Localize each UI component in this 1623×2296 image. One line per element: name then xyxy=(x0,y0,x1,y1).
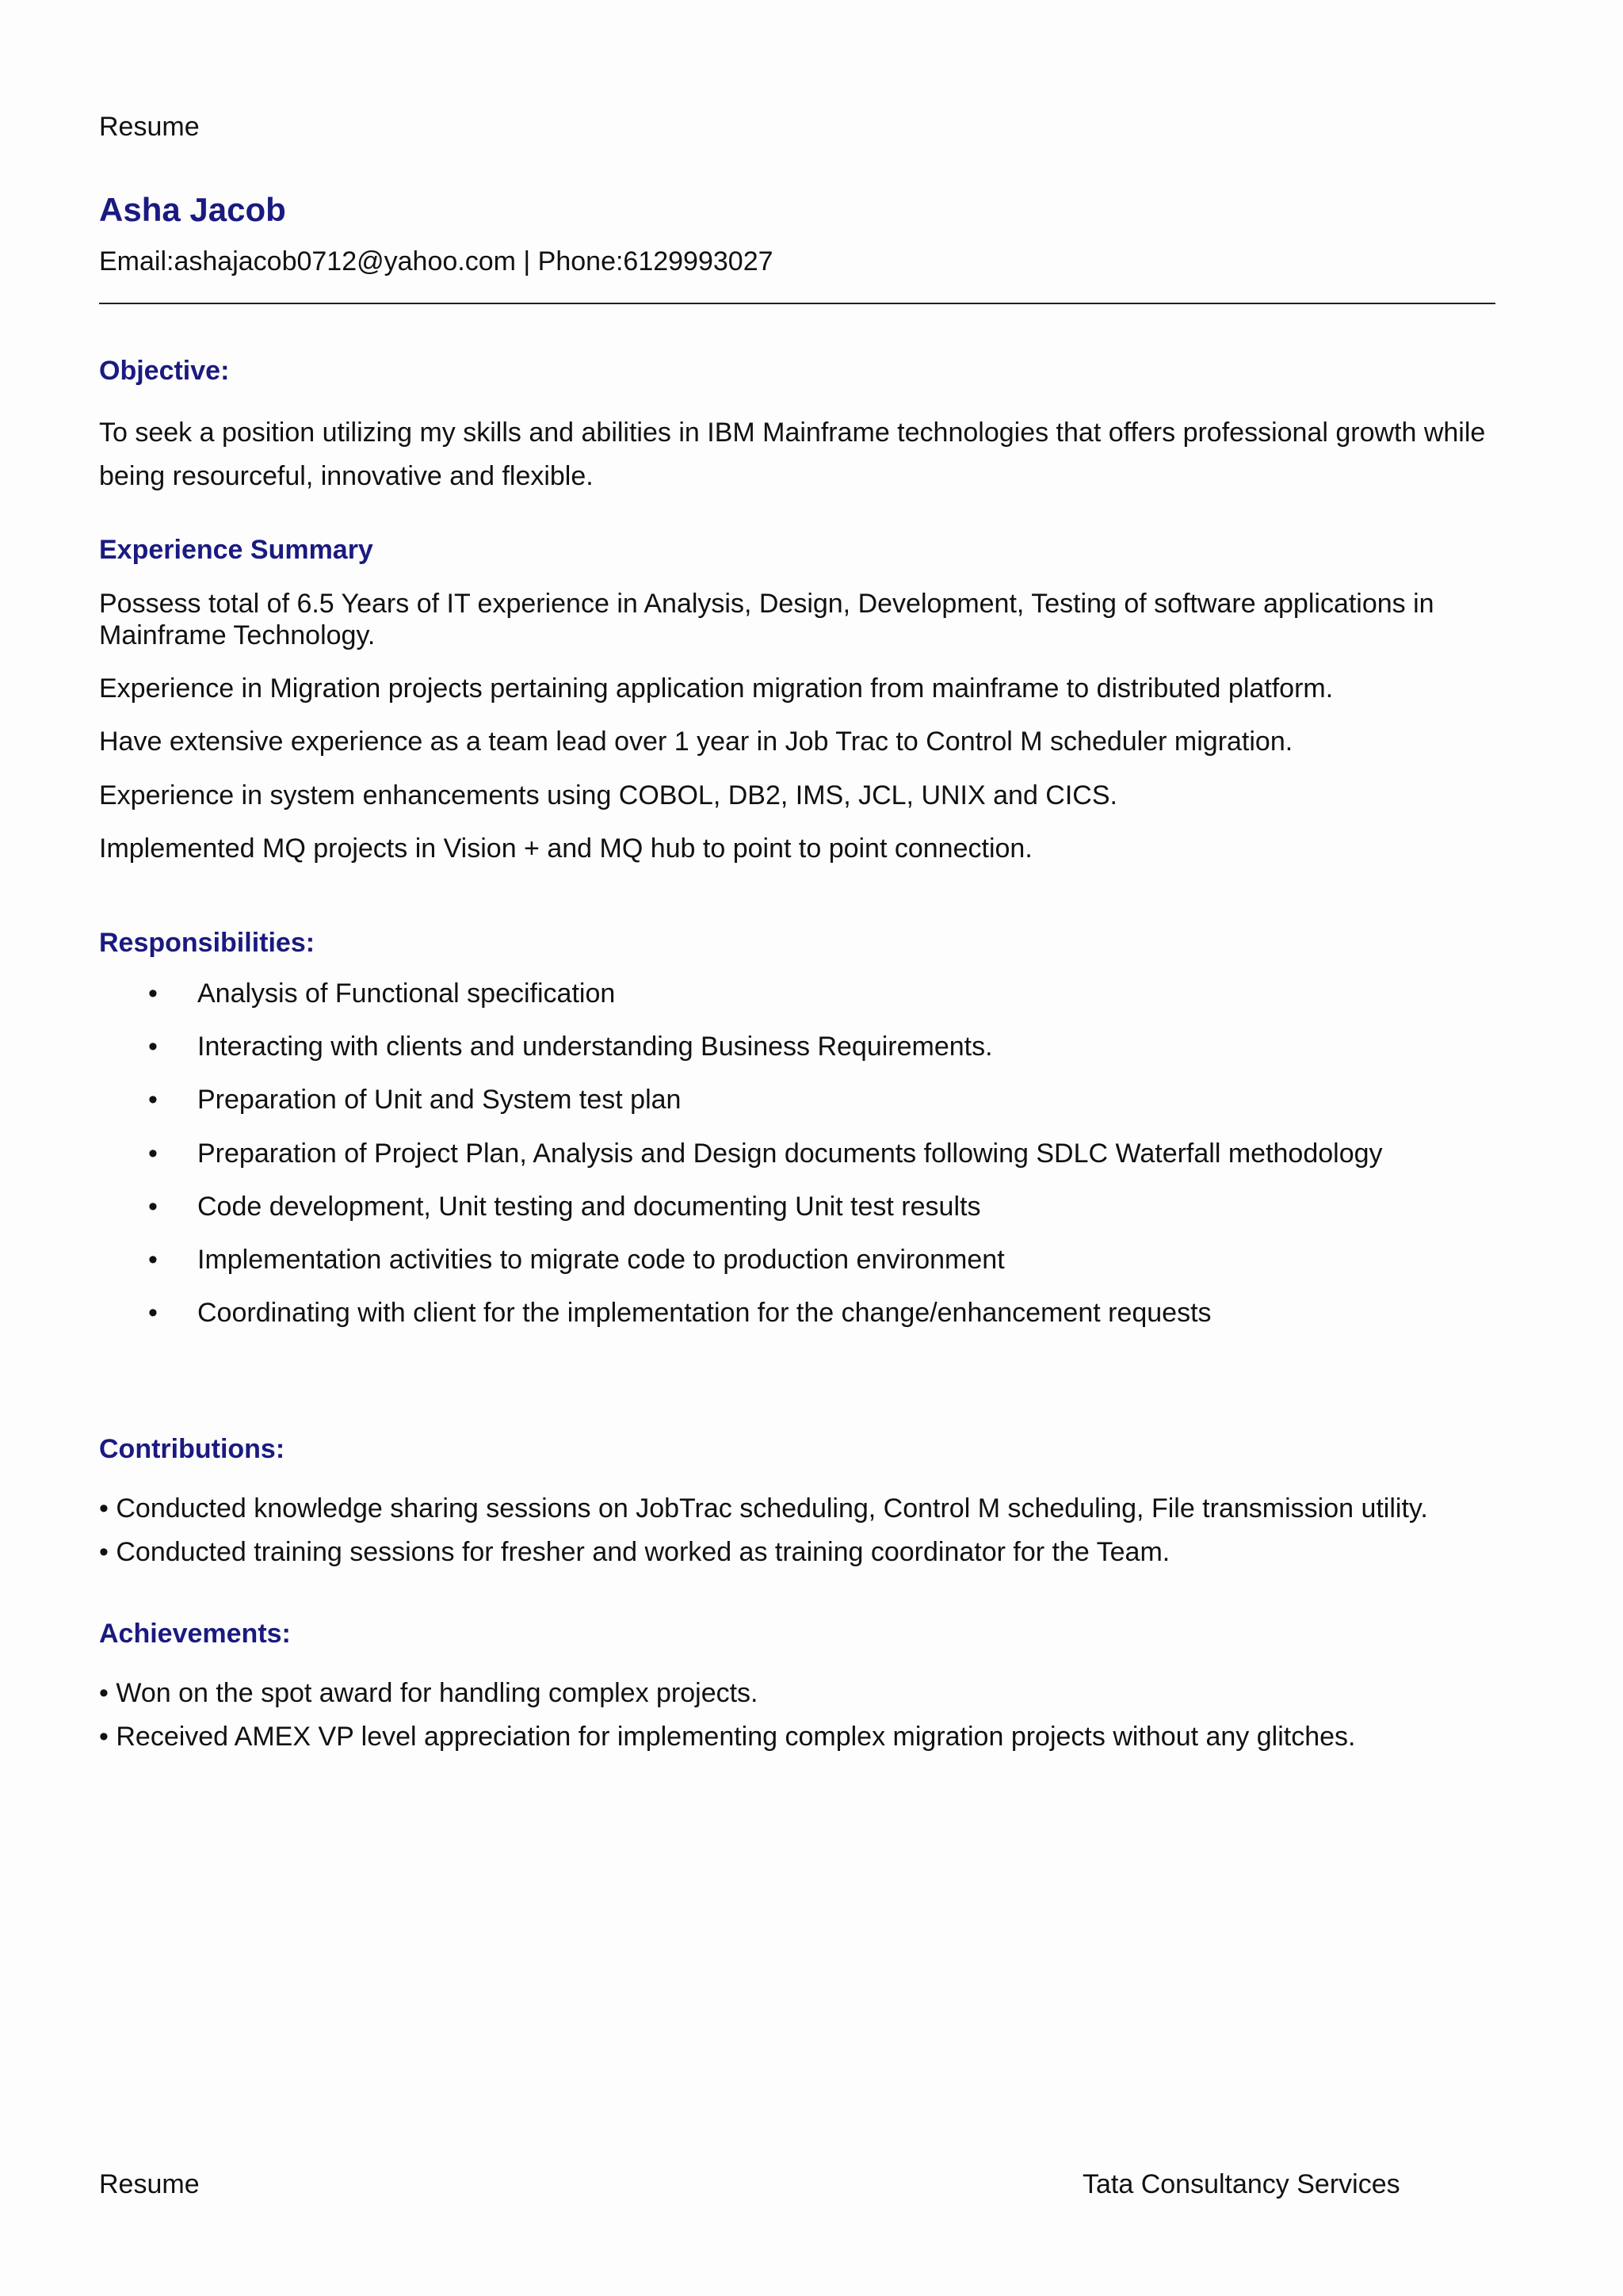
experience-summary-item: Possess total of 6.5 Years of IT experience in Analysis, Design, Development, Testing of software applications in Mainframe Technology. xyxy=(99,589,1434,650)
list-item-text: Code development, Unit testing and documenting Unit test results xyxy=(197,1192,981,1222)
experience-summary-item: Have extensive experience as a team lead over 1 year in Job Trac to Control M scheduler migration. xyxy=(99,727,1293,757)
header-label: Resume xyxy=(99,112,200,142)
list-item-text: Interacting with clients and understanding Business Requirements. xyxy=(197,1032,993,1062)
person-name: Asha Jacob xyxy=(99,191,286,228)
contribution-item: • Conducted knowledge sharing sessions on JobTrac scheduling, Control M scheduling, File transmission utility. xyxy=(99,1493,1428,1524)
objective-heading: Objective: xyxy=(99,356,230,386)
list-item-text: Preparation of Project Plan, Analysis and Design documents following SDLC Waterfall methodology xyxy=(197,1138,1383,1169)
experience-summary-heading: Experience Summary xyxy=(99,535,373,565)
bullet-icon: • xyxy=(148,1032,158,1062)
responsibilities-heading: Responsibilities: xyxy=(99,928,315,958)
objective-text: To seek a position utilizing my skills and abilities in IBM Mainframe technologies that offers professional growth while being resourceful, innovative and flexible. xyxy=(99,418,1486,491)
experience-summary-item: Experience in system enhancements using COBOL, DB2, IMS, JCL, UNIX and CICS. xyxy=(99,780,1117,810)
list-item-text: Analysis of Functional specification xyxy=(197,978,616,1009)
list-item-text: Implementation activities to migrate code to production environment xyxy=(197,1245,1005,1275)
header-divider xyxy=(99,303,1495,304)
bullet-icon: • xyxy=(148,1298,158,1328)
footer-left-label: Resume xyxy=(99,2169,200,2199)
achievements-heading: Achievements: xyxy=(99,1619,291,1649)
achievement-item: • Won on the spot award for handling complex projects. xyxy=(99,1678,758,1708)
bullet-icon: • xyxy=(148,1085,158,1115)
achievement-item: • Received AMEX VP level appreciation for implementing complex migration projects without any glitches. xyxy=(99,1722,1356,1752)
bullet-icon: • xyxy=(148,1138,158,1169)
list-item-text: Preparation of Unit and System test plan xyxy=(197,1085,682,1115)
bullet-icon: • xyxy=(148,1192,158,1222)
contributions-heading: Contributions: xyxy=(99,1434,285,1464)
contribution-item: • Conducted training sessions for fresher and worked as training coordinator for the Team. xyxy=(99,1537,1170,1567)
experience-summary-item: Experience in Migration projects pertaining application migration from mainframe to distributed platform. xyxy=(99,673,1334,704)
footer-company: Tata Consultancy Services xyxy=(1083,2169,1400,2199)
experience-summary-item: Implemented MQ projects in Vision + and MQ hub to point to point connection. xyxy=(99,833,1033,864)
list-item-text: Coordinating with client for the implementation for the change/enhancement requests xyxy=(197,1298,1212,1328)
contact-line: Email:ashajacob0712@yahoo.com | Phone:6129993027 xyxy=(99,246,773,277)
bullet-icon: • xyxy=(148,978,158,1009)
bullet-icon: • xyxy=(148,1245,158,1275)
